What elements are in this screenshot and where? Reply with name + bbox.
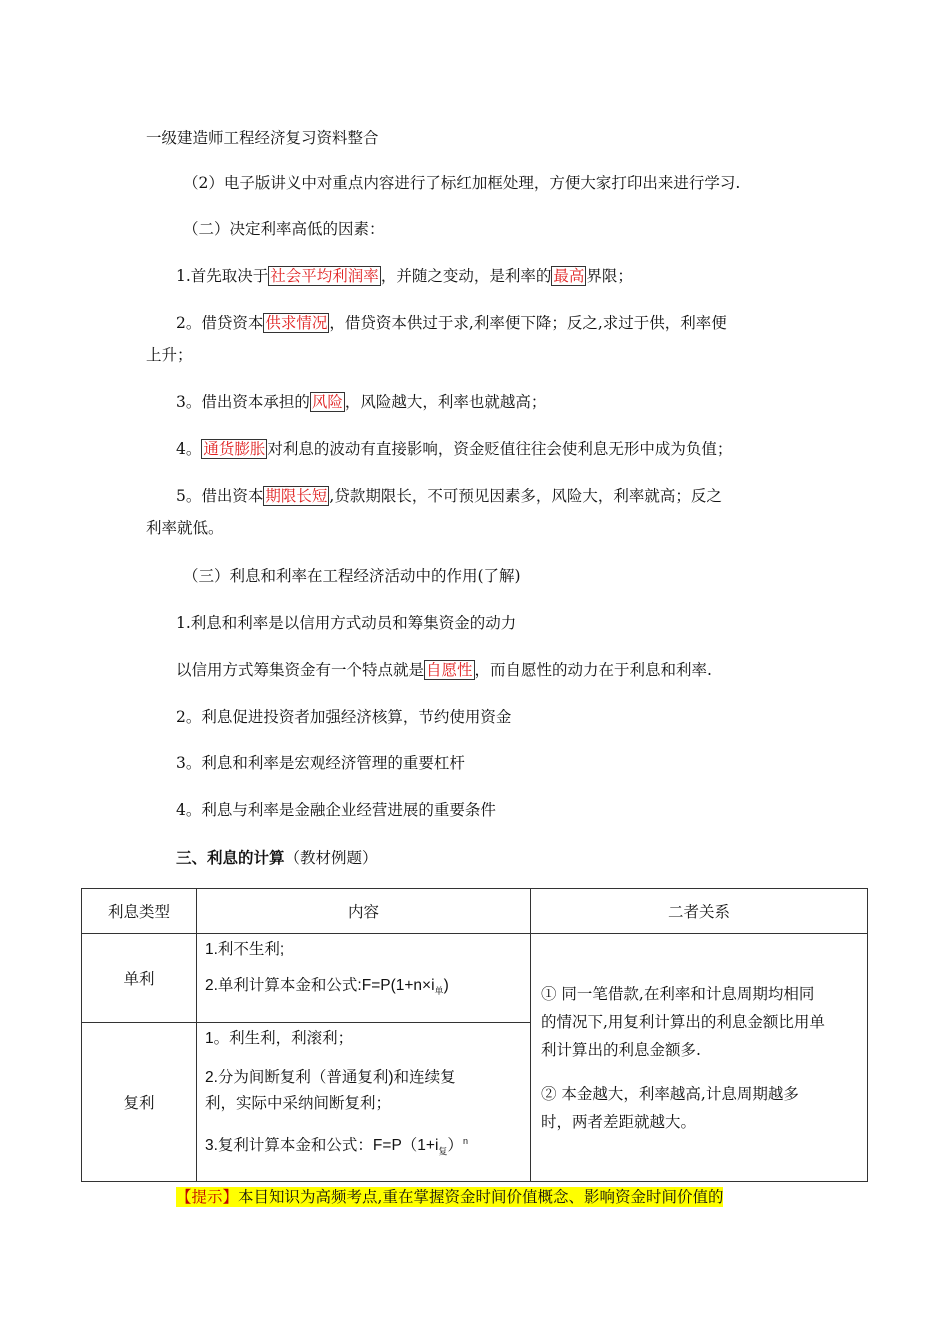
highlight-box: 风险 xyxy=(311,393,343,411)
paragraph: （2）电子版讲义中对重点内容进行了标红加框处理，方便大家打印出来进行学习. xyxy=(183,174,741,192)
content-cell xyxy=(197,934,531,1023)
relation-line: 利计算出的利息金额多. xyxy=(541,1040,701,1059)
highlight-box: 期限长短 xyxy=(265,487,328,505)
paragraph: 3。利息和利率是宏观经济管理的重要杠杆 xyxy=(176,754,465,772)
factor-2-cont: 上升； xyxy=(146,346,193,364)
text: 界限； xyxy=(586,267,633,285)
text: 3。借出资本承担的 xyxy=(176,393,310,411)
factor-2 xyxy=(176,313,727,333)
relation-line: 时，两者差距就越大。 xyxy=(541,1112,697,1131)
text: 5。借出资本 xyxy=(176,487,264,505)
highlight-box: 通货膨胀 xyxy=(203,440,266,458)
type-cell: 单利 xyxy=(82,934,197,1023)
tip-text: 本目知识为高频考点,重在掌握资金时间价值概念、影响资金时间价值的 xyxy=(238,1188,724,1206)
factor-4 xyxy=(176,439,732,459)
text: ,贷款期限长，不可预见因素多，风险大，利率就高；反之 xyxy=(329,487,722,505)
paragraph: 1.利息和利率是以信用方式动员和筹集资金的动力 xyxy=(176,614,517,632)
formula-text: ) xyxy=(443,977,449,994)
content-line: 1.利不生利; xyxy=(205,941,285,958)
section-heading: （二）决定利率高低的因素： xyxy=(183,220,385,238)
text: 2。借贷资本 xyxy=(176,314,264,332)
text: ，借贷资本供过于求,利率便下降；反之,求过于供，利率便 xyxy=(329,314,727,332)
highlight-box: 社会平均利润率 xyxy=(270,267,379,285)
formula-sub: 单 xyxy=(434,986,444,997)
factor-3 xyxy=(176,392,546,412)
heading-note: （教材例题） xyxy=(284,849,378,867)
heading-bold: 三、利息的计算 xyxy=(176,849,285,867)
text: ，风险越大，利率也就越高； xyxy=(344,393,547,411)
type-cell: 复利 xyxy=(82,1023,197,1182)
section-heading: （三）利息和利率在工程经济活动中的作用(了解) xyxy=(183,567,521,585)
formula-text: ） xyxy=(447,1137,463,1155)
paragraph: 4。利息与利率是金融企业经营进展的重要条件 xyxy=(176,801,496,819)
relation-line: ① 同一笔借款,在利率和计息周期均相同 xyxy=(541,984,815,1003)
formula-text: 2.单利计算本金和公式:F=P(1+n×i xyxy=(205,977,435,994)
text: 以信用方式筹集资金有一个特点就是 xyxy=(176,661,425,679)
highlight-box: 自愿性 xyxy=(426,661,473,679)
relation-line: ② 本金越大，利率越高,计息周期越多 xyxy=(541,1084,799,1103)
text: ，并随之变动，是利率的 xyxy=(380,267,552,285)
content-line: 利，实际中采纳间断复利； xyxy=(205,1095,392,1112)
formula-sub: 复 xyxy=(438,1146,448,1157)
text: 1.首先取决于 xyxy=(176,267,269,285)
paragraph xyxy=(176,660,712,680)
interest-table xyxy=(81,888,868,1182)
header-cell: 内容 xyxy=(197,889,531,934)
tip-note xyxy=(176,1187,723,1207)
relation-line: 的情况下,用复利计算出的利息金额比用单 xyxy=(541,1012,825,1031)
formula-text: 3.复利计算本金和公式：F=P（1+i xyxy=(205,1137,439,1155)
text: ，而自愿性的动力在于利息和利率. xyxy=(474,661,712,679)
relation-cell xyxy=(531,934,868,1182)
table-row xyxy=(82,934,868,1023)
highlight-box: 供求情况 xyxy=(265,314,328,332)
factor-1 xyxy=(176,266,633,286)
text: 4。 xyxy=(176,440,202,458)
text: 对利息的波动有直接影响，资金贬值往往会使利息无形中成为负值； xyxy=(267,440,733,458)
paragraph: 2。利息促进投资者加强经济核算，节约使用资金 xyxy=(176,708,512,726)
content-line xyxy=(205,1131,522,1161)
content-line: 1。利生利，利滚利； xyxy=(205,1030,354,1047)
header-cell: 利息类型 xyxy=(82,889,197,934)
header-cell: 二者关系 xyxy=(531,889,868,934)
formula-sup: n xyxy=(462,1136,468,1146)
table-header-row xyxy=(82,889,868,934)
content-line: 2.分为间断复利（普通复利)和连续复 xyxy=(205,1069,456,1086)
document-header: 一级建造师工程经济复习资料整合 xyxy=(146,129,379,147)
tip-label: 【提示】 xyxy=(176,1188,239,1206)
section-heading xyxy=(176,848,378,868)
factor-5-cont: 利率就低。 xyxy=(146,519,224,537)
factor-5 xyxy=(176,486,722,506)
content-line xyxy=(205,976,522,1001)
content-cell xyxy=(197,1023,531,1182)
highlight-box: 最高 xyxy=(553,267,585,285)
